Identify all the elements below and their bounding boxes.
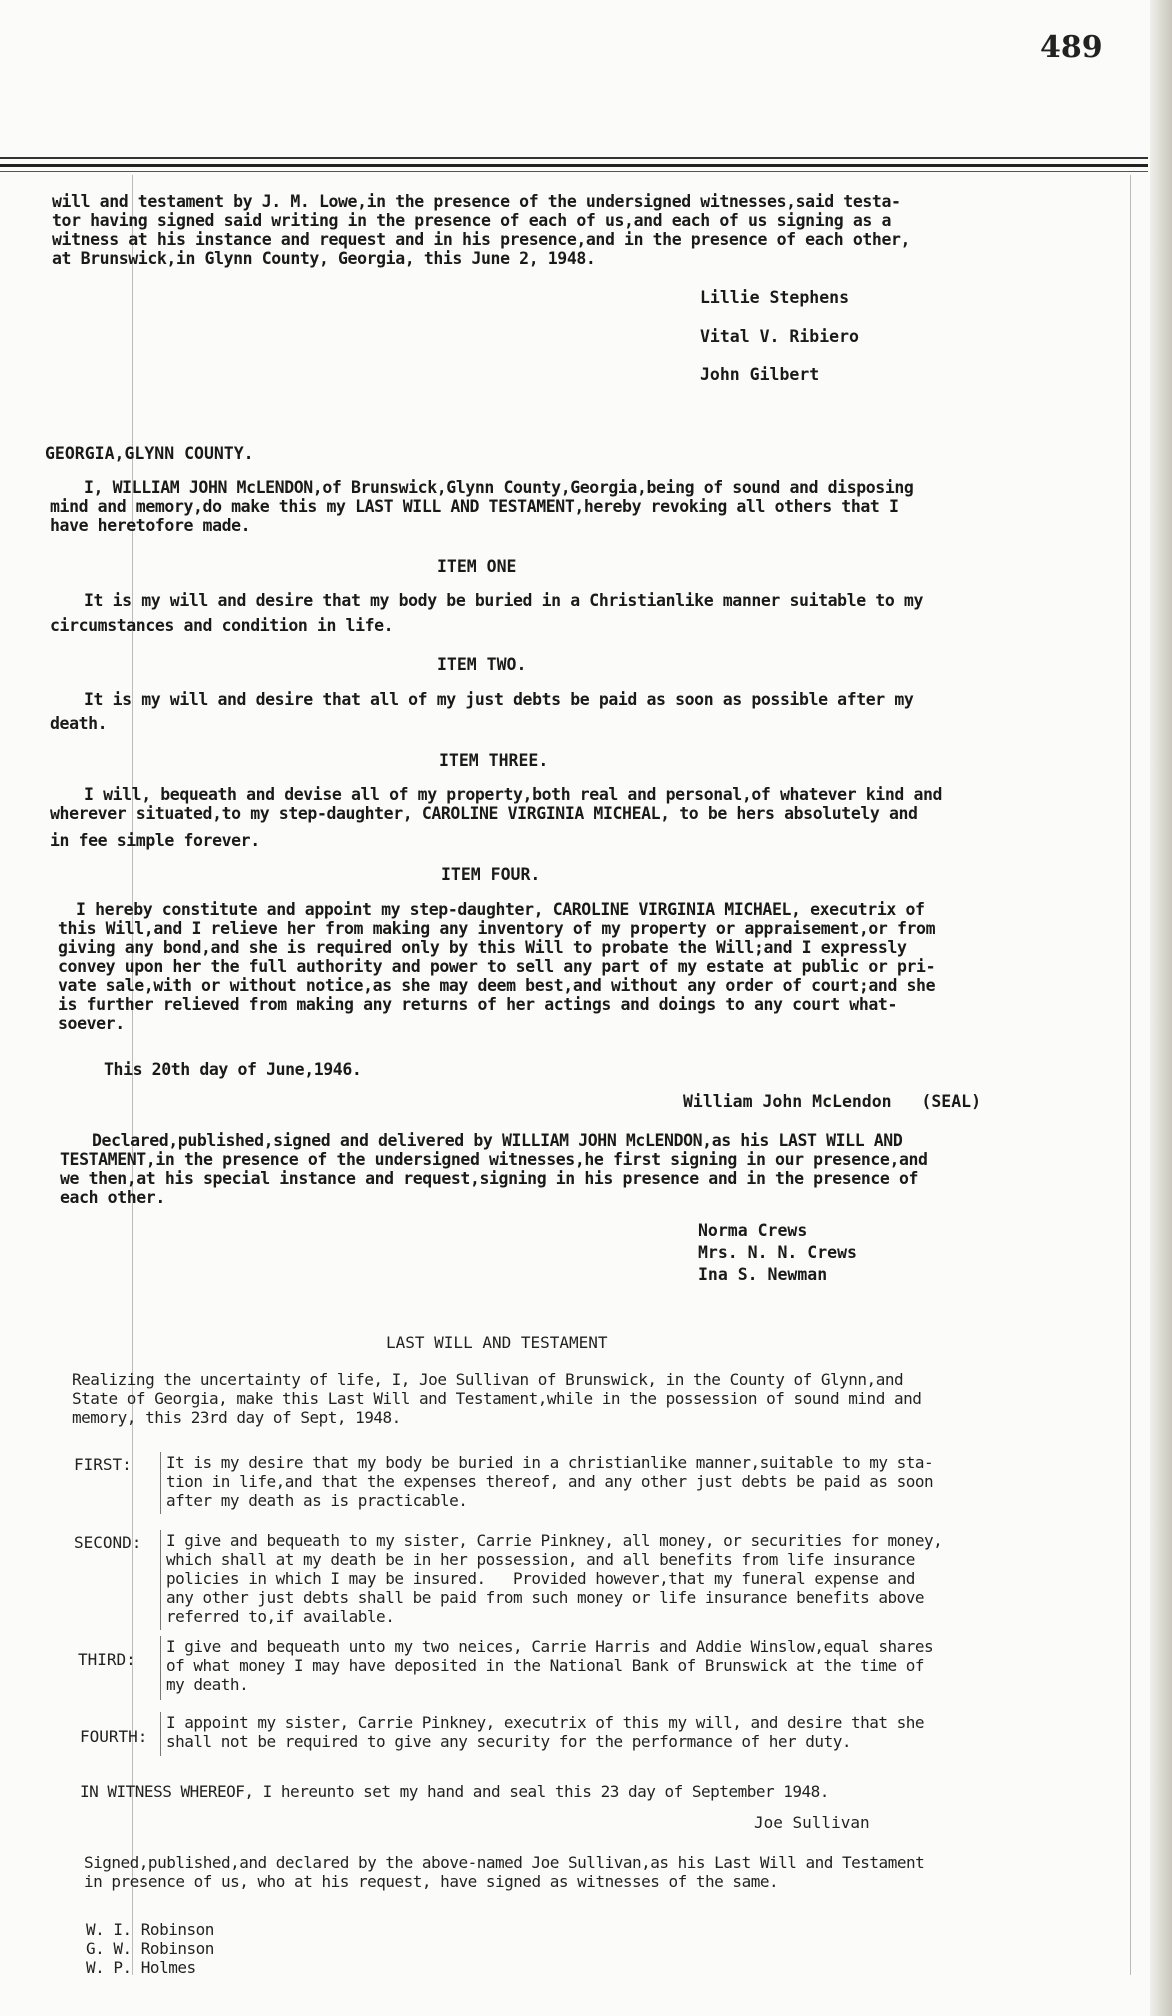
text-line: we then,at his special instance and request,signing in his presence and in the presence of	[60, 1169, 919, 1188]
text-line: I give and bequeath unto my two neices, Carrie Harris and Addie Winslow,equal shares	[166, 1637, 934, 1656]
date-line: This 20th day of June,1946.	[104, 1060, 362, 1079]
text-line: each other.	[60, 1188, 165, 1207]
text-line: I will, bequeath and devise all of my property,both real and personal,of whatever kind and	[84, 785, 943, 804]
header-rule	[0, 171, 1148, 172]
header-rule	[0, 157, 1148, 159]
text-line: vate sale,with or without notice,as she may deem best,and without any order of court;and she	[58, 976, 936, 995]
text-line: It is my will and desire that all of my just debts be paid as soon as possible after my	[84, 690, 914, 709]
text-line: I appoint my sister, Carrie Pinkney, executrix of this my will, and desire that she	[166, 1713, 925, 1732]
text-line: have heretofore made.	[50, 516, 251, 535]
text-line: in presence of us, who at his request, have signed as witnesses of the same.	[84, 1872, 779, 1891]
text-line: at Brunswick,in Glynn County, Georgia, this June 2, 1948.	[52, 249, 596, 268]
witness-name: Ina S. Newman	[698, 1265, 828, 1284]
header-rule	[0, 164, 1148, 167]
witness-name: Mrs. N. N. Crews	[698, 1243, 857, 1262]
text-line: I hereby constitute and appoint my step-daughter, CAROLINE VIRGINIA MICHAEL, executrix of	[76, 900, 925, 919]
text-line: It is my will and desire that my body be buried in a Christianlike manner suitable to my	[84, 591, 923, 610]
clause-bracket	[160, 1712, 161, 1756]
text-line: death.	[50, 714, 108, 733]
text-line: giving any bond,and she is required only by this Will to probate the Will;and I expressly	[58, 938, 907, 957]
text-line: circumstances and condition in life.	[50, 616, 394, 635]
witness-name: G. W. Robinson	[86, 1939, 214, 1958]
clause-label: FOURTH:	[80, 1727, 148, 1746]
text-line: witness at his instance and request and in his presence,and in the presence of each other,	[52, 230, 911, 249]
testator-signature: Joe Sullivan	[754, 1813, 870, 1832]
text-line: memory, this 23rd day of Sept, 1948.	[72, 1408, 401, 1427]
text-line: TESTAMENT,in the presence of the undersigned witnesses,he first signing in our presence,and	[60, 1150, 928, 1169]
text-line: in fee simple forever.	[50, 831, 260, 850]
text-line: I, WILLIAM JOHN McLENDON,of Brunswick,Glynn County,Georgia,being of sound and disposing	[84, 478, 914, 497]
witness-name: John Gilbert	[700, 365, 820, 384]
margin-line	[1130, 175, 1131, 1975]
page-edge-shadow	[1150, 0, 1172, 2016]
text-line: my death.	[166, 1675, 249, 1694]
witness-name: Norma Crews	[698, 1221, 808, 1240]
clause-bracket	[160, 1530, 161, 1630]
text-line: It is my desire that my body be buried in a christianlike manner,suitable to my sta-	[166, 1453, 934, 1472]
text-line: is further relieved from making any returns of her actings and doings to any court what-	[58, 995, 897, 1014]
text-line: will and testament by J. M. Lowe,in the presence of the undersigned witnesses,said testa-	[52, 192, 901, 211]
text-line: soever.	[58, 1014, 125, 1033]
text-line: tor having signed said writing in the presence of each of us,and each of us signing as a	[52, 211, 891, 230]
witness-name: Lillie Stephens	[700, 288, 850, 307]
text-line: Declared,published,signed and delivered by WILLIAM JOHN McLENDON,as his LAST WILL AND	[92, 1131, 903, 1150]
witness-name: W. P. Holmes	[86, 1958, 196, 1977]
county-heading: GEORGIA,GLYNN COUNTY.	[45, 444, 254, 463]
text-line: after my death as is practicable.	[166, 1491, 468, 1510]
clause-label: THIRD:	[78, 1650, 136, 1669]
clause-label: SECOND:	[74, 1533, 142, 1552]
item-title: ITEM FOUR.	[441, 865, 541, 884]
witness-name: W. I. Robinson	[86, 1920, 214, 1939]
text-line: mind and memory,do make this my LAST WILL AND TESTAMENT,hereby revoking all others that I	[50, 497, 899, 516]
text-line: policies in which I may be insured. Provided however,that my funeral expense and	[166, 1569, 915, 1588]
text-line: tion in life,and that the expenses thereof, and any other just debts be paid as soon	[166, 1472, 934, 1491]
text-line: which shall at my death be in her possession, and all benefits from life insurance	[166, 1550, 915, 1569]
text-line: Realizing the uncertainty of life, I, Joe Sullivan of Brunswick, in the County of Glynn,and	[72, 1370, 904, 1389]
clause-bracket	[160, 1452, 161, 1514]
clause-bracket	[160, 1636, 161, 1700]
text-line: State of Georgia, make this Last Will and Testament,while in the possession of sound mind and	[72, 1389, 922, 1408]
document-title: LAST WILL AND TESTAMENT	[386, 1333, 608, 1352]
text-line: Signed,published,and declared by the above-named Joe Sullivan,as his Last Will and Testament	[84, 1853, 925, 1872]
testator-signature: William John McLendon (SEAL)	[683, 1092, 982, 1111]
item-title: ITEM TWO.	[437, 655, 527, 674]
item-title: ITEM ONE	[437, 557, 517, 576]
text-line: wherever situated,to my step-daughter, CAROLINE VIRGINIA MICHEAL, to be hers absolutely and	[50, 804, 918, 823]
text-line: of what money I may have deposited in the National Bank of Brunswick at the time of	[166, 1656, 925, 1675]
text-line: convey upon her the full authority and power to sell any part of my estate at public or pri-	[58, 957, 936, 976]
page-number: 489	[1040, 30, 1103, 65]
clause-label: FIRST:	[74, 1455, 132, 1474]
text-line: shall not be required to give any security for the performance of her duty.	[166, 1732, 851, 1751]
text-line: I give and bequeath to my sister, Carrie Pinkney, all money, or securities for money,	[166, 1531, 943, 1550]
text-line: any other just debts shall be paid from such money or life insurance benefits above	[166, 1588, 925, 1607]
text-line: IN WITNESS WHEREOF, I hereunto set my hand and seal this 23 day of September 1948.	[80, 1782, 829, 1801]
text-line: referred to,if available.	[166, 1607, 395, 1626]
text-line: this Will,and I relieve her from making any inventory of my property or appraisement,or from	[58, 919, 936, 938]
item-title: ITEM THREE.	[439, 751, 549, 770]
witness-name: Vital V. Ribiero	[700, 327, 859, 346]
